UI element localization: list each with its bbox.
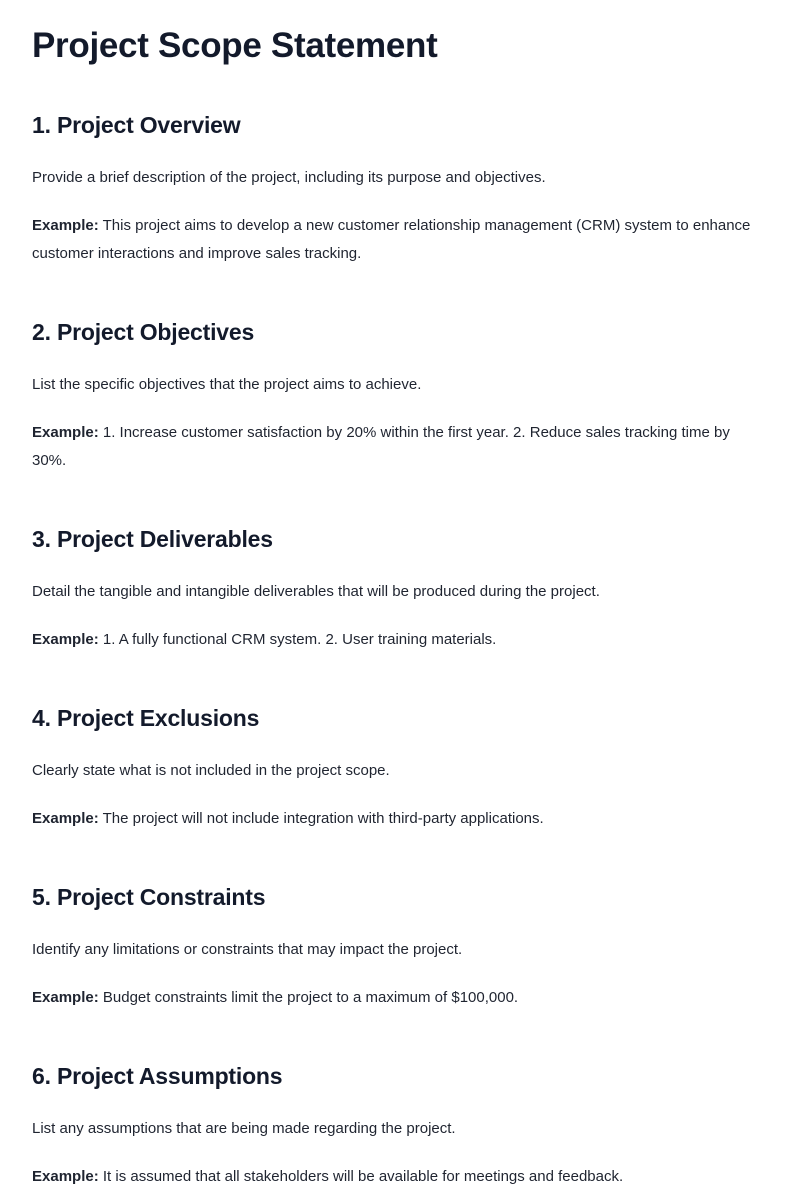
section-description: Provide a brief description of the project, including its purpose and objectives. [32,169,546,186]
example-text: 1. Increase customer satisfaction by 20% within the first year. 2. Reduce sales tracking time by 30%. [32,424,730,469]
example-label: Example: [32,1168,99,1185]
example-label: Example: [32,989,99,1006]
section-heading: 4. Project Exclusions [32,705,260,731]
example-text: The project will not include integration with third-party applications. [102,810,544,827]
section-heading: 1. Project Overview [32,112,241,138]
section-project-overview [32,110,768,268]
section-description: List the specific objectives that the project aims to achieve. [32,376,422,393]
section-description: List any assumptions that are being made regarding the project. [32,1120,456,1137]
section-example [32,984,768,1012]
example-text: It is assumed that all stakeholders will be available for meetings and feedback. [102,1168,624,1185]
example-label: Example: [32,217,99,234]
example-label: Example: [32,810,99,827]
section-example [32,419,768,475]
example-text: Budget constraints limit the project to a maximum of $100,000. [102,989,519,1006]
section-heading: 3. Project Deliverables [32,526,273,552]
section-project-constraints [32,882,768,1012]
section-project-assumptions [32,1061,768,1191]
example-label: Example: [32,424,99,441]
section-project-deliverables [32,524,768,654]
example-text: This project aims to develop a new customer relationship management (CRM) system to enhance customer interactions and improve sales tracking. [32,217,751,262]
section-heading: 2. Project Objectives [32,319,255,345]
section-example [32,1163,768,1191]
example-text: 1. A fully functional CRM system. 2. User training materials. [102,631,497,648]
section-heading: 5. Project Constraints [32,884,266,910]
example-label: Example: [32,631,99,648]
section-description: Clearly state what is not included in the project scope. [32,762,390,779]
section-example [32,805,768,833]
section-example [32,212,768,268]
section-example [32,626,768,654]
section-project-exclusions [32,703,768,833]
section-heading: 6. Project Assumptions [32,1063,283,1089]
section-description: Identify any limitations or constraints that may impact the project. [32,941,463,958]
section-description: Detail the tangible and intangible deliverables that will be produced during the project. [32,583,600,600]
page-title: Project Scope Statement [32,26,438,65]
section-project-objectives [32,317,768,475]
